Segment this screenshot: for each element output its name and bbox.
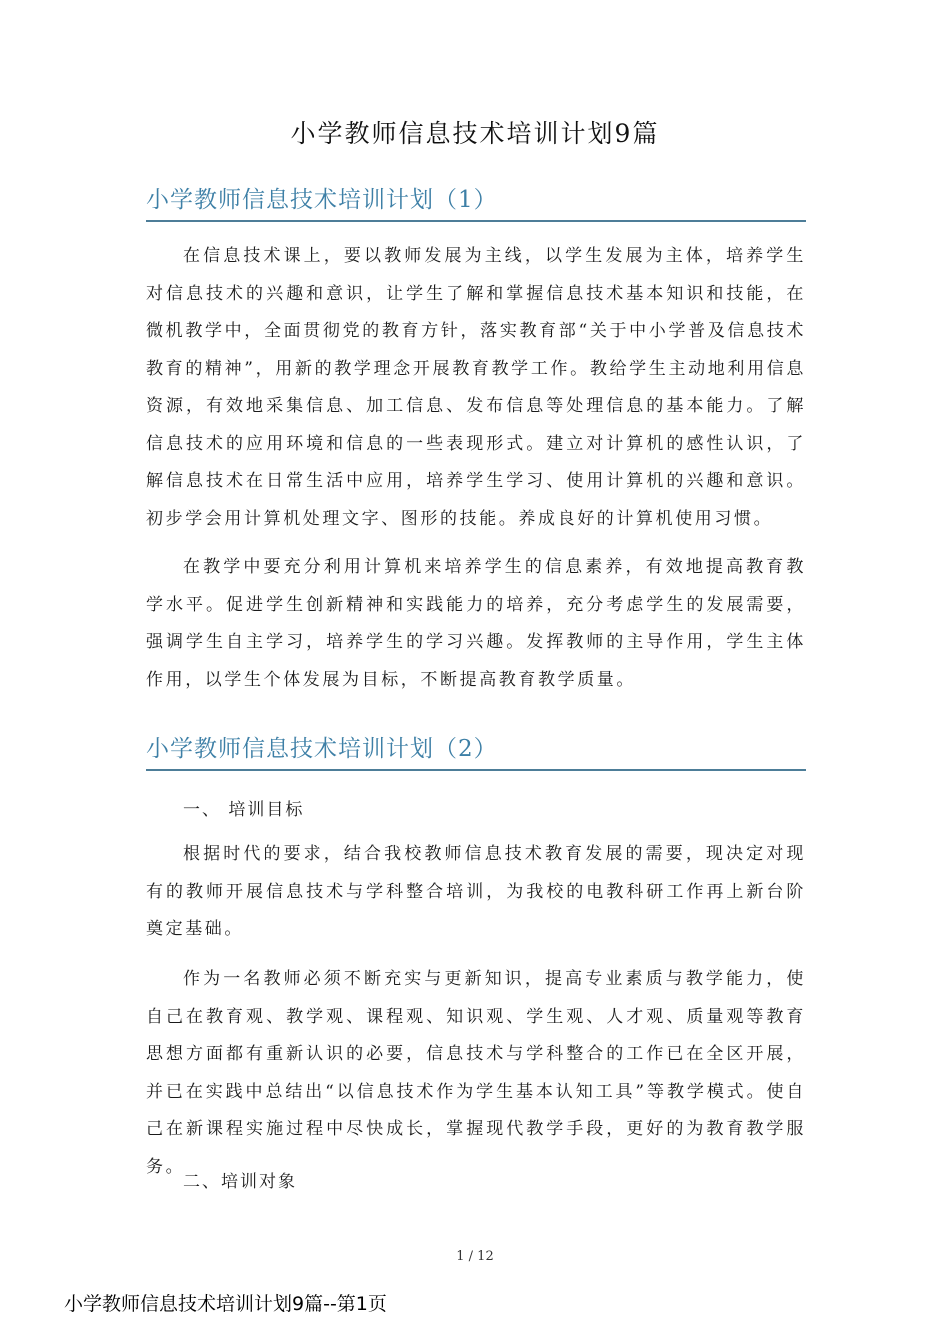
paragraph: 在教学中要充分利用计算机来培养学生的信息素养，有效地提高教育教学水平。促进学生创新精神和实践能力的培养，充分考虑学生的发展需要，强调学生自主学习，培养学生的学习兴趣。发挥教师的主导作用，学生主体作用，以学生个体发展为目标，不断提高教育教学质量。	[146, 557, 806, 690]
section-heading-2: 小学教师信息技术培训计划（2）	[146, 730, 806, 771]
page-number: 1 / 12	[456, 1249, 494, 1264]
page-title: 小学教师信息技术培训计划9篇	[290, 119, 660, 148]
page-footer: 小学教师信息技术培训计划9篇--第1页	[64, 1293, 387, 1315]
list-item-heading: 二、培训对象	[183, 1172, 297, 1192]
section-heading-1: 小学教师信息技术培训计划（1）	[146, 181, 806, 222]
paragraph: 在信息技术课上，要以教师发展为主线，以学生发展为主体，培养学生对信息技术的兴趣和意识，让学生了解和掌握信息技术基本知识和技能，在微机教学中，全面贯彻党的教育方针，落实教育部“关于中小学普及信息技术教育的精神”，用新的教学理念开展教育教学工作。教给学生主动地利用信息资源，有效地采集信息、加工信息、发布信息等处理信息的基本能力。了解信息技术的应用环境和信息的一些表现形式。建立对计算机的感性认识，了解信息技术在日常生活中应用，培养学生学习、使用计算机的兴趣和意识。初步学会用计算机处理文字、图形的技能。养成良好的计算机使用习惯。	[146, 246, 806, 529]
paragraph: 作为一名教师必须不断充实与更新知识，提高专业素质与教学能力，使自己在教育观、教学观、课程观、知识观、学生观、人才观、质量观等教育思想方面都有重新认识的必要，信息技术与学科整合的工作已在全区开展，并已在实践中总结出“以信息技术作为学生基本认知工具”等教学模式。使自己在新课程实施过程中尽快成长，掌握现代教学手段，更好的为教育教学服务。	[146, 969, 806, 1177]
list-item-heading: 一、 培训目标	[183, 800, 305, 820]
paragraph: 根据时代的要求，结合我校教师信息技术教育发展的需要，现决定对现有的教师开展信息技术与学科整合培训，为我校的电教科研工作再上新台阶奠定基础。	[146, 844, 806, 939]
